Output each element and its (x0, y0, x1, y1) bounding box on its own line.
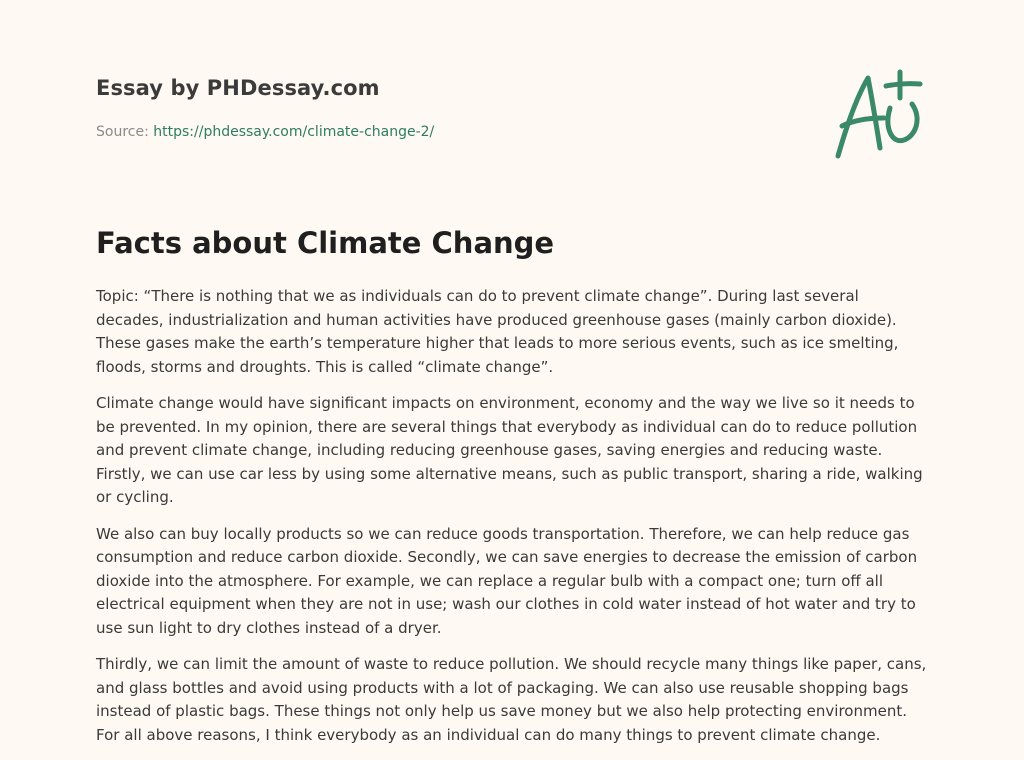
source-label: Source: (96, 124, 149, 140)
essay-paragraph: Topic: “There is nothing that we as individuals can do to prevent climate change”. During last several decades, industrialization and human activities have produced greenhouse gases (mainly carbon dioxide). These gases make the earth’s temperature higher that leads to more serious events, such as ice smelting, floods, storms and droughts. This is called “climate change”. (96, 287, 899, 376)
essay-paragraph: We also can buy locally products so we can reduce goods transportation. Therefore, we can help reduce gas consumption and reduce carbon dioxide. Secondly, we can save energies to decrease the emission of carbon dioxide into the atmosphere. For example, we can replace a regular bulb with a compact one; turn off all electrical equipment when they are not in use; wash our clothes in cold water instead of hot water and try to use sun light to dry clothes instead of a dryer. (96, 524, 918, 637)
essay-title: Facts about Climate Change (96, 226, 555, 260)
a-plus-logo-icon (828, 68, 928, 164)
essay-paragraph: Thirdly, we can limit the amount of waste to reduce pollution. We should recycle many things like paper, cans, and glass bottles and avoid using products with a lot of packaging. We can also use reusable shopping bags instead of plastic bags. These things not only help us save money but we also help protecting environment. For all above reasons, I think everybody as an individual can do many things to prevent climate change. (96, 655, 927, 744)
document-page (96, 0, 928, 756)
site-title: Essay by PHDessay.com (96, 76, 380, 100)
essay-body (96, 285, 928, 760)
source-link[interactable]: https://phdessay.com/climate-change-2/ (153, 124, 435, 140)
document-header (96, 76, 928, 186)
source-line (96, 124, 434, 140)
essay-paragraph: Climate change would have significant impacts on environment, economy and the way we live so it needs to be prevented. In my opinion, there are several things that everybody as individual can do to reduce pollution and prevent climate change, including reducing greenhouse gases, saving energies and reducing waste. Firstly, we can use car less by using some alternative means, such as public transport, sharing a ride, walking or cycling. (96, 394, 923, 506)
